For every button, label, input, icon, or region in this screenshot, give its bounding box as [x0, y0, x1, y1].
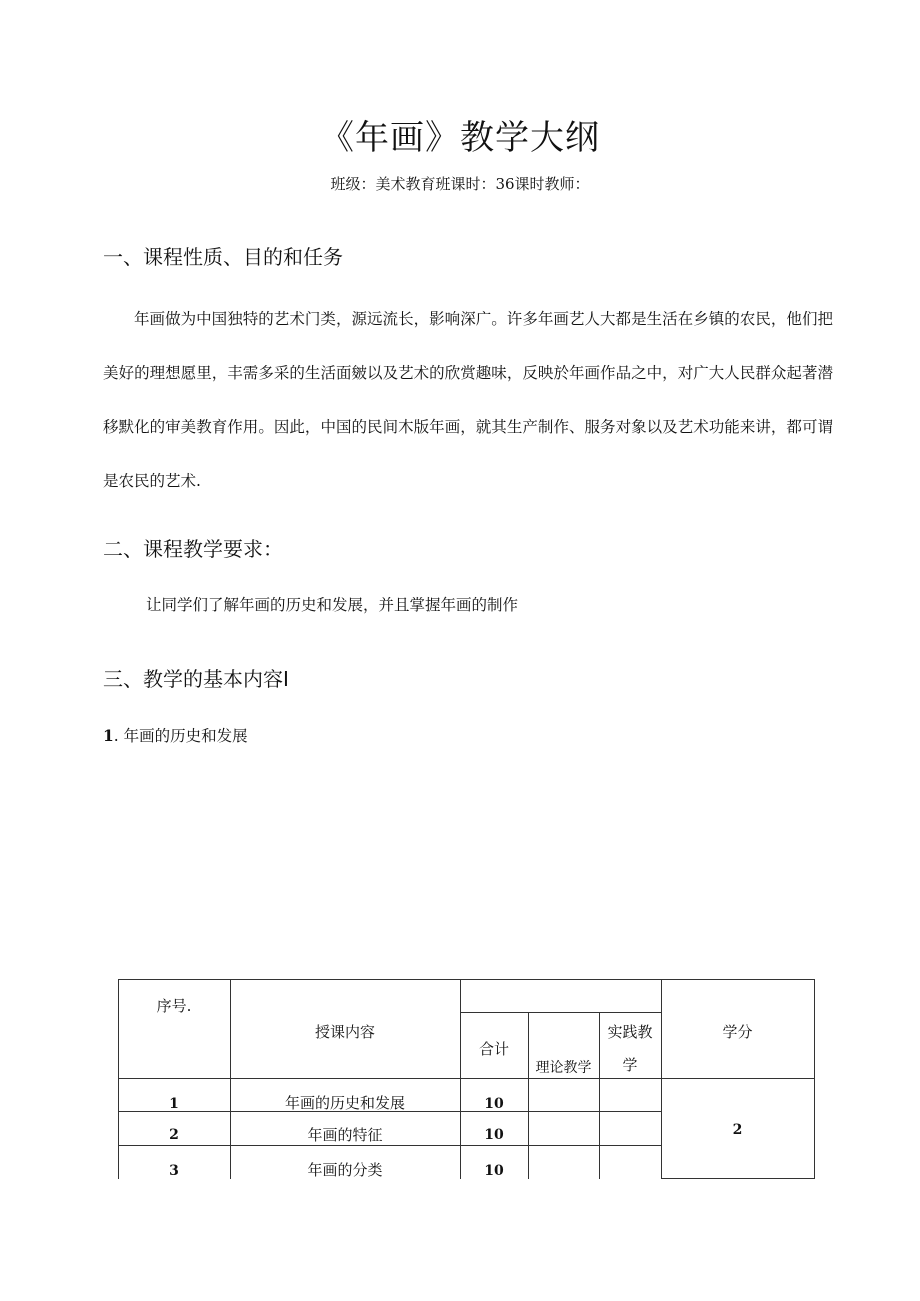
- row-1-total: 10: [484, 1096, 504, 1112]
- credit-value: 2: [732, 1122, 743, 1138]
- row-2-seq: 2: [169, 1127, 179, 1143]
- row-3-content: 年画的分类: [307, 1161, 383, 1179]
- row-2-total: 10: [484, 1127, 504, 1143]
- section-1-paragraph: 年画做为中国独特的艺术门类，源远流长，影响深广。许多年画艺人大都是生活在乡镇的农民，他们把美好的理想愿里，丰需多采的生活面皴以及艺术的欣赏趣味，反映於年画作品之中，对广大人民群众起著潜移默化的审美教育作用。因此，中国的民间木版年画，就其生产制作、服务对象以及艺术功能来讲，都可谓是农民的艺术.: [103, 310, 833, 490]
- content-item-number: 1: [103, 726, 114, 745]
- content-item-1: [103, 724, 248, 746]
- row-1-content: 年画的历史和发展: [284, 1094, 405, 1112]
- header-practice-1: 实践教: [607, 1023, 653, 1041]
- section-2-text: 让同学们了解年画的历史和发展，并且掌握年画的制作: [146, 596, 519, 614]
- content-item-text: . 年画的历史和发展: [113, 727, 248, 745]
- section-2-heading: 二、课程教学要求：: [103, 537, 283, 561]
- header-total: 合计: [478, 1040, 509, 1058]
- row-1-seq: 1: [169, 1096, 179, 1112]
- page-title: 《年画》教学大纲: [320, 118, 600, 158]
- section-3-heading: 三、教学的基本内容I: [103, 667, 289, 691]
- course-table: [118, 979, 815, 1179]
- header-credit: 学分: [722, 1023, 753, 1041]
- row-2-content: 年画的特征: [307, 1126, 383, 1144]
- course-info: 班级：美术教育班课时：36课时教师：: [330, 175, 590, 193]
- row-3-seq: 3: [169, 1163, 179, 1179]
- header-theory: 理论教学: [535, 1060, 592, 1076]
- header-content: 授课内容: [314, 1023, 375, 1041]
- header-seq: 序号.: [156, 997, 192, 1015]
- row-3-total: 10: [484, 1163, 504, 1179]
- header-practice-2: 学: [622, 1056, 638, 1074]
- section-1-heading: 一、课程性质、目的和任务: [103, 245, 343, 269]
